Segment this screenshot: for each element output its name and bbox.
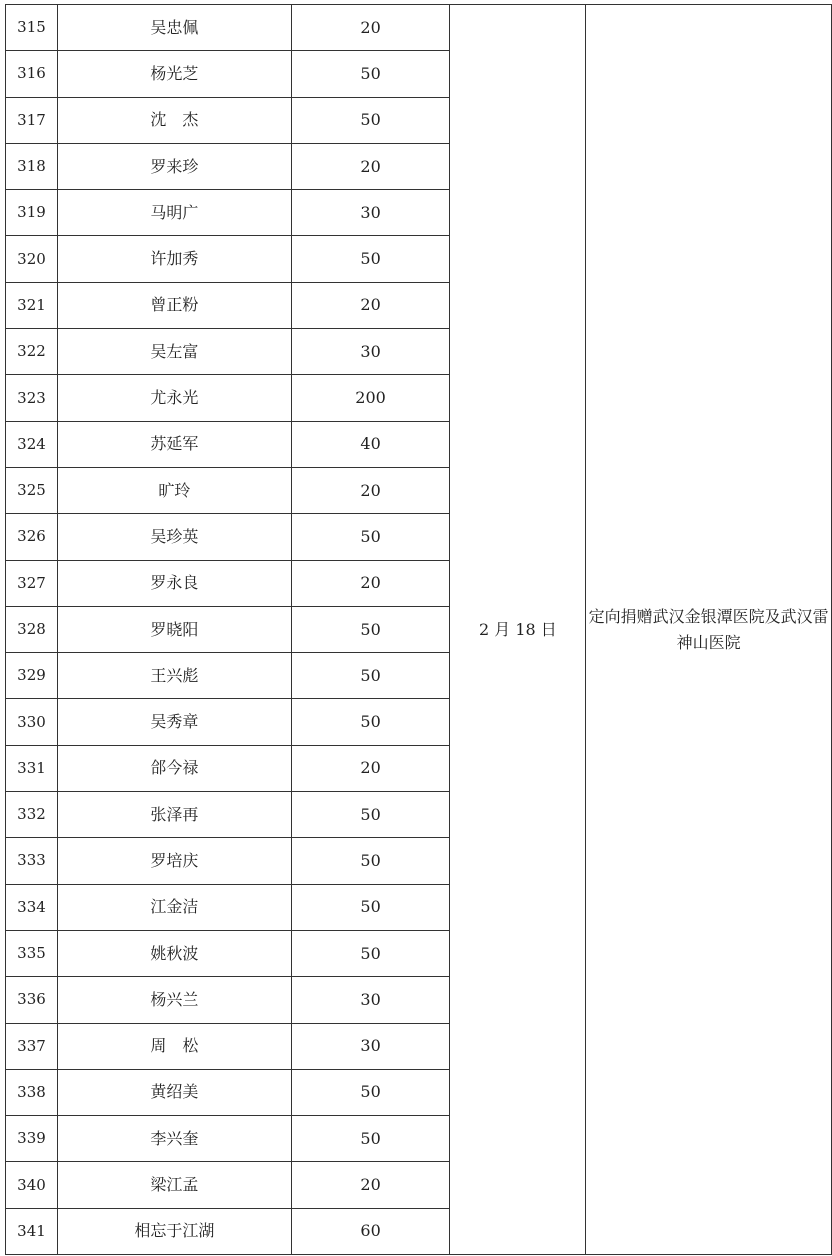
donor-name-cell: 罗永良 xyxy=(57,560,291,606)
donation-amount-cell: 20 xyxy=(291,282,450,328)
donation-amount-cell: 20 xyxy=(291,560,450,606)
row-number-cell: 331 xyxy=(6,745,58,791)
row-number-cell: 315 xyxy=(6,5,58,51)
donor-name-cell: 曾正粉 xyxy=(57,282,291,328)
donor-name-cell: 江金洁 xyxy=(57,884,291,930)
row-number-cell: 336 xyxy=(6,977,58,1023)
donor-name-cell: 旷玲 xyxy=(57,467,291,513)
donation-amount-cell: 50 xyxy=(291,1116,450,1162)
donor-name-cell: 梁江孟 xyxy=(57,1162,291,1208)
donation-amount-cell: 30 xyxy=(291,977,450,1023)
donation-amount-cell: 200 xyxy=(291,375,450,421)
donor-name-cell: 许加秀 xyxy=(57,236,291,282)
donation-amount-cell: 30 xyxy=(291,1023,450,1069)
donor-name-cell: 黄绍美 xyxy=(57,1069,291,1115)
table-body xyxy=(6,5,832,1255)
donor-name-cell: 张泽再 xyxy=(57,792,291,838)
row-number-cell: 327 xyxy=(6,560,58,606)
donation-amount-cell: 60 xyxy=(291,1208,450,1254)
donor-name-cell: 姚秋波 xyxy=(57,930,291,976)
row-number-cell: 338 xyxy=(6,1069,58,1115)
row-number-cell: 341 xyxy=(6,1208,58,1254)
row-number-cell: 318 xyxy=(6,143,58,189)
donor-name-cell: 马明广 xyxy=(57,190,291,236)
row-number-cell: 325 xyxy=(6,467,58,513)
row-number-cell: 329 xyxy=(6,653,58,699)
row-number-cell: 319 xyxy=(6,190,58,236)
donation-amount-cell: 50 xyxy=(291,792,450,838)
donor-name-cell: 李兴奎 xyxy=(57,1116,291,1162)
donation-date-cell: 2 月 18 日 xyxy=(450,5,586,1255)
donation-amount-cell: 50 xyxy=(291,1069,450,1115)
donation-amount-cell: 50 xyxy=(291,97,450,143)
row-number-cell: 316 xyxy=(6,51,58,97)
donor-name-cell: 罗来珍 xyxy=(57,143,291,189)
donor-name-cell: 罗晓阳 xyxy=(57,606,291,652)
donation-amount-cell: 50 xyxy=(291,606,450,652)
donor-name-cell: 罗培庆 xyxy=(57,838,291,884)
donation-amount-cell: 30 xyxy=(291,190,450,236)
donation-amount-cell: 50 xyxy=(291,514,450,560)
row-number-cell: 339 xyxy=(6,1116,58,1162)
donor-name-cell: 相忘于江湖 xyxy=(57,1208,291,1254)
donation-amount-cell: 20 xyxy=(291,5,450,51)
donor-name-cell: 尤永光 xyxy=(57,375,291,421)
donor-name-cell: 王兴彪 xyxy=(57,653,291,699)
donor-name-cell: 杨光芝 xyxy=(57,51,291,97)
row-number-cell: 328 xyxy=(6,606,58,652)
row-number-cell: 323 xyxy=(6,375,58,421)
row-number-cell: 322 xyxy=(6,329,58,375)
donation-amount-cell: 40 xyxy=(291,421,450,467)
donation-amount-cell: 20 xyxy=(291,143,450,189)
donor-name-cell: 郃今禄 xyxy=(57,745,291,791)
donation-amount-cell: 50 xyxy=(291,51,450,97)
row-number-cell: 326 xyxy=(6,514,58,560)
donation-amount-cell: 50 xyxy=(291,930,450,976)
row-number-cell: 320 xyxy=(6,236,58,282)
donation-table xyxy=(5,4,832,1255)
donation-amount-cell: 50 xyxy=(291,699,450,745)
table-row xyxy=(6,5,832,51)
donation-amount-cell: 50 xyxy=(291,884,450,930)
donation-amount-cell: 30 xyxy=(291,329,450,375)
row-number-cell: 330 xyxy=(6,699,58,745)
row-number-cell: 317 xyxy=(6,97,58,143)
donor-name-cell: 周 松 xyxy=(57,1023,291,1069)
row-number-cell: 337 xyxy=(6,1023,58,1069)
donation-amount-cell: 50 xyxy=(291,653,450,699)
donation-amount-cell: 50 xyxy=(291,236,450,282)
row-number-cell: 333 xyxy=(6,838,58,884)
donor-name-cell: 苏延军 xyxy=(57,421,291,467)
donor-name-cell: 杨兴兰 xyxy=(57,977,291,1023)
row-number-cell: 334 xyxy=(6,884,58,930)
donation-amount-cell: 50 xyxy=(291,838,450,884)
donation-amount-cell: 20 xyxy=(291,1162,450,1208)
donation-amount-cell: 20 xyxy=(291,745,450,791)
row-number-cell: 340 xyxy=(6,1162,58,1208)
donor-name-cell: 吴秀章 xyxy=(57,699,291,745)
row-number-cell: 321 xyxy=(6,282,58,328)
donation-purpose-cell: 定向捐赠武汉金银潭医院及武汉雷神山医院 xyxy=(586,5,832,1255)
row-number-cell: 324 xyxy=(6,421,58,467)
donation-amount-cell: 20 xyxy=(291,467,450,513)
donor-name-cell: 沈 杰 xyxy=(57,97,291,143)
donor-name-cell: 吴珍英 xyxy=(57,514,291,560)
row-number-cell: 335 xyxy=(6,930,58,976)
donor-name-cell: 吴左富 xyxy=(57,329,291,375)
donor-name-cell: 吴忠佩 xyxy=(57,5,291,51)
row-number-cell: 332 xyxy=(6,792,58,838)
